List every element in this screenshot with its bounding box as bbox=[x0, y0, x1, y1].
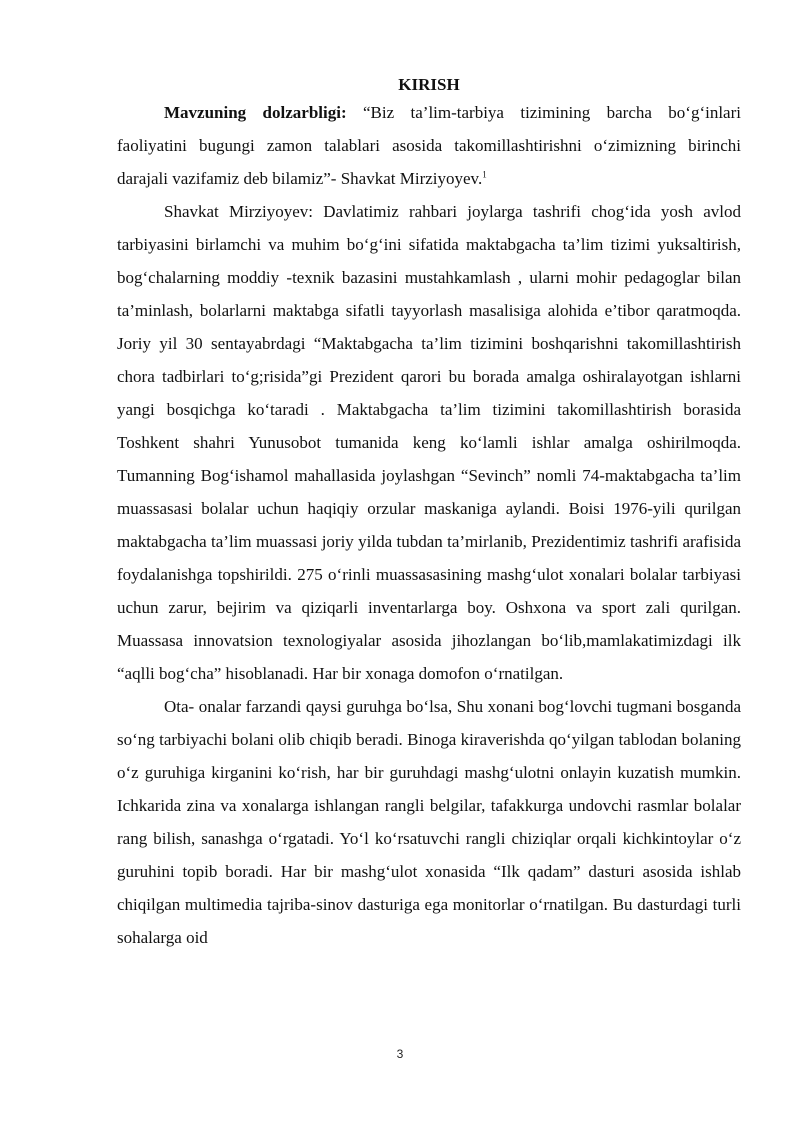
paragraph-president-visit: Shavkat Mirziyoyev: Davlatimiz rahbari joylarga tashrifi chog‘ida yosh avlod tarbiyasini birlamchi va muhim bo‘g‘ini sifatida maktabgacha ta’lim tizimi yuksaltirish, bog‘chalarning moddiy -texnik bazasini mustahkamlash , ularni mohir pedagoglar bilan ta’minlash, bolarlarni maktabga sifatli tayyorlash masalisiga alohida e’tibor qaratmoqda. Joriy yil 30 sentayabrdagi “Maktabgacha ta’lim tizimini boshqarishni takomillashtirish chora tadbirlari to‘g;risida”gi Prezident qarori bu borada amalga oshiralayotgan ishlarni yangi bosqichga ko‘taradi . Maktabgacha ta’lim tizimini takomillashtirish borasida Toshkent shahri Yunusobot tumanida keng ko‘lamli ishlar amalga oshirilmoqda. Tumanning Bog‘ishamol mahallasida joylashgan “Sevinch” nomli 74-maktabgacha ta’lim muassasasi bolalar uchun haqiqiy orzular maskaniga aylandi. Boisi 1976-yili qurilgan maktabgacha ta’lim muassasi joriy yilda tubdan ta’mirlanib, Prezidentimiz tashrifi arafisida foydalanishga topshirildi. 275 o‘rinli muassasasining mashg‘ulot xonalari bolalar tarbiyasi uchun zarur, bejirim va qiziqarli inventarlarga boy. Oshxona va sport zali qurilgan. Muassasa innovatsion texnologiyalar asosida jihozlangan bo‘lib,mamlakatimizdagi ilk “aqlli bog‘cha” hisoblanadi. Har bir xonaga domofon o‘rnatilgan. bbox=[117, 202, 741, 683]
document-page bbox=[117, 74, 741, 954]
page-title: KIRISH bbox=[398, 75, 460, 94]
paragraph-relevance bbox=[117, 96, 741, 195]
page-number: 3 bbox=[396, 1047, 404, 1061]
paragraph-parents: Ota- onalar farzandi qaysi guruhga bo‘lsa, Shu xonani bog‘lovchi tugmani bosganda so‘ng tarbiyachi bolani olib chiqib beradi. Binoga kiraverishda qo‘yilgan tablodan bolaning o‘z guruhiga kirganini ko‘rish, har bir guruhdagi mashg‘ulotni onlayin kuzatish mumkin. Ichkarida zina va xonalarga ishlangan rangli belgilar, tafakkurga undovchi rasmlar bolalar rang bilish, sanashga o‘rgatadi. Yo‘l ko‘rsatuvchi rangli chiziqlar orqali kichkintoylar o‘z guruhini topib boradi. Har bir mashg‘ulot xonasida “Ilk qadam” dasturi asosida ishlab chiqilgan multimedia tajriba-sinov dasturiga ega monitorlar o‘rnatilgan. Bu dasturdagi turli sohalarga oid bbox=[117, 697, 741, 947]
footnote-reference[interactable]: 1 bbox=[482, 169, 487, 180]
relevance-quote: “Biz ta’lim-tarbiya tizimining barcha bo‘g‘inlari faoliyatini bugungi zamon talablari asosida takomillashtirishni o‘zimizning birinchi darajali vazifamiz deb bilamiz”- Shavkat Mirziyoyev. bbox=[117, 103, 741, 188]
relevance-lead: Mavzuning dolzarbligi: bbox=[164, 103, 347, 122]
